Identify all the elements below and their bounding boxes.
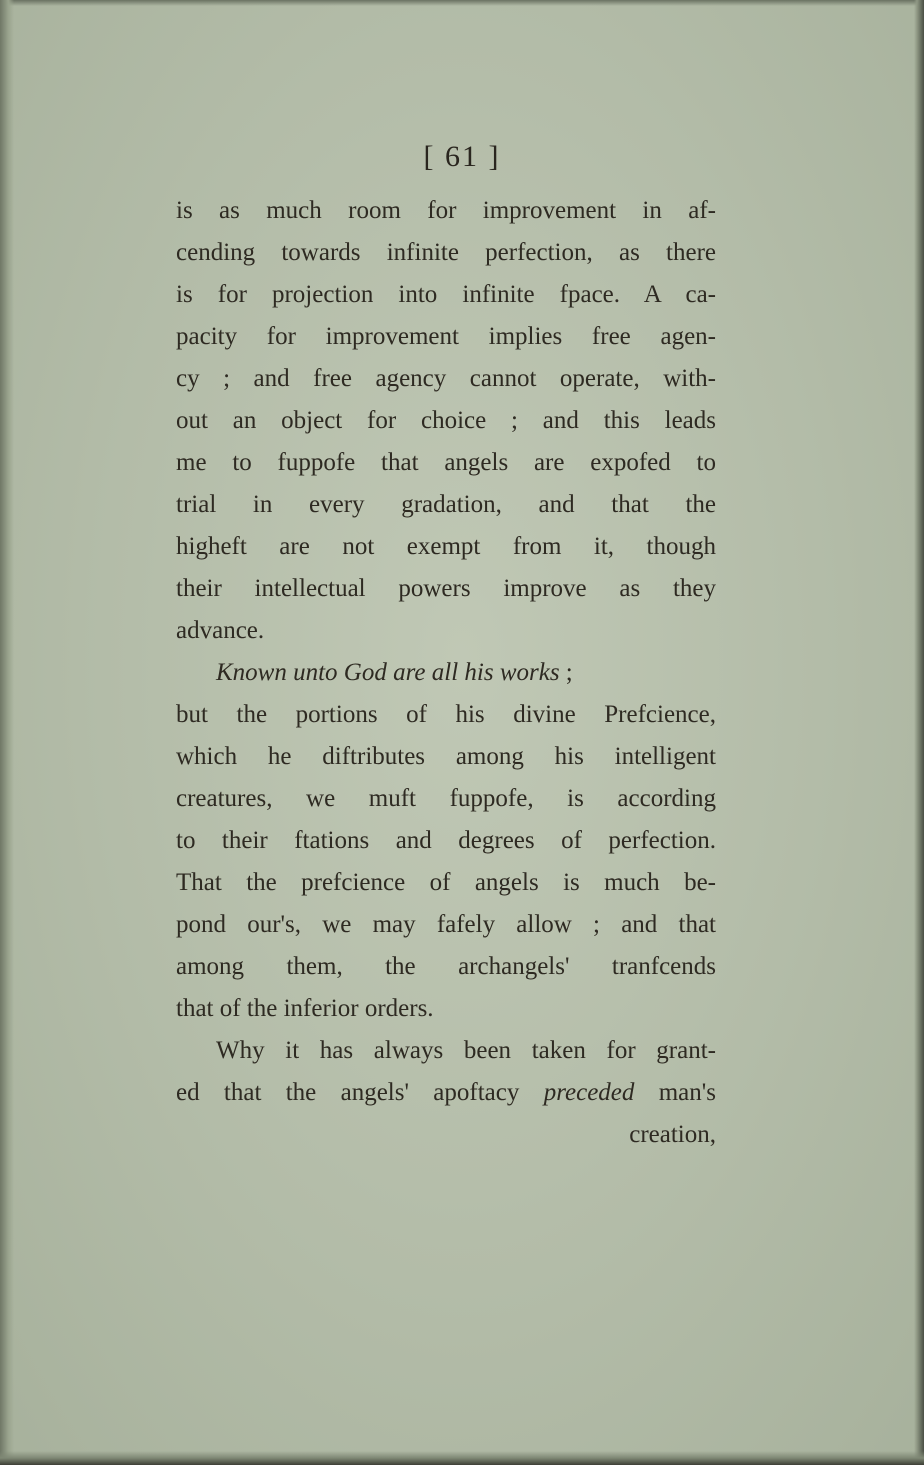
italic-quote: Known unto God are all his works [216,659,560,686]
text-line: pacity for improvement implies free agen- [176,323,716,350]
text-line: among them, the archangels' tranfcends [176,953,716,980]
text-line: but the portions of his divine Prefcience, [176,701,716,728]
text-line: to their ftations and degrees of perfection. [176,827,716,854]
page-edge-bottom [0,1451,924,1465]
body-text [176,190,716,1156]
page-edge-left [0,0,14,1465]
italic-word: preceded [543,1079,635,1106]
text-line-quote [176,652,716,694]
text-line: trial in every gradation, and that the [176,491,716,518]
page-edge-right [914,0,924,1465]
quote-punctuation: ; [559,659,573,686]
text-segment: ed that the angels' apoftacy [176,1079,544,1106]
text-line-emphasis [176,1072,716,1114]
text-line: that of the inferior orders. [176,995,434,1022]
page-number-header: [ 61 ] [423,140,501,173]
text-line: higheft are not exempt from it, though [176,533,716,560]
text-line: creatures, we muft fuppofe, is according [176,785,716,812]
page-edge-top [0,0,924,6]
text-line: out an object for choice ; and this leads [176,407,716,434]
text-line: their intellectual powers improve as they [176,575,716,602]
text-line: cending towards infinite perfection, as there [176,239,716,266]
text-line: pond our's, we may fafely allow ; and that [176,911,716,938]
text-line: advance. [176,617,265,644]
text-line: is for projection into infinite fpace. A ca- [176,281,716,308]
catchword: creation, [629,1121,716,1148]
text-line: That the prefcience of angels is much be- [176,869,716,896]
text-line: is as much room for improvement in af- [176,197,716,224]
text-line: me to fuppofe that angels are expofed to [176,449,716,476]
text-line: which he diftributes among his intelligent [176,743,716,770]
text-line: Why it has always been taken for grant- [216,1037,716,1064]
text-segment: man's [634,1079,716,1106]
text-line: cy ; and free agency cannot operate, with- [176,365,716,392]
